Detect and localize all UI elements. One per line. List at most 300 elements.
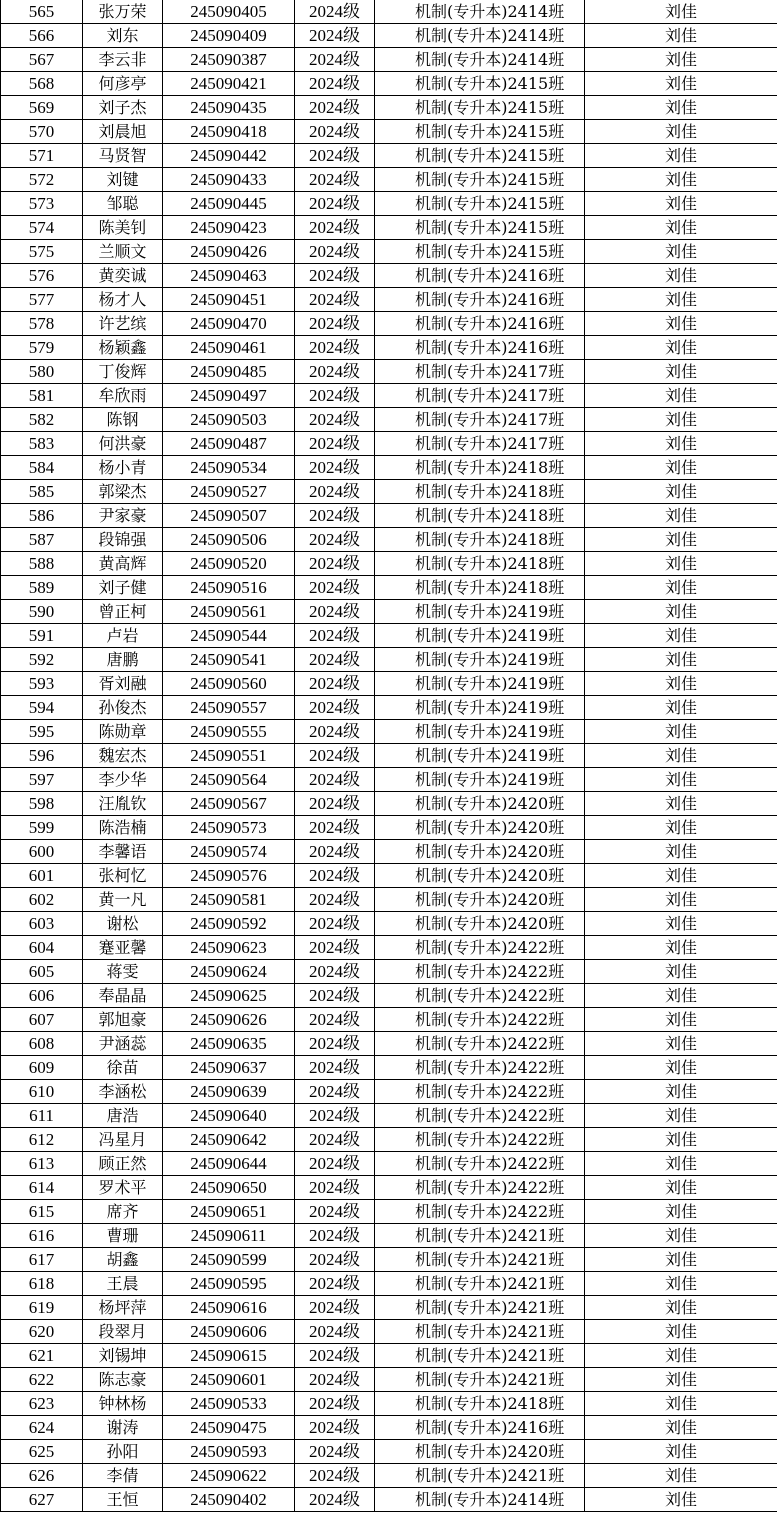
- table-row: [1, 312, 777, 336]
- table-row: [1, 600, 777, 624]
- teacher-name-cell: 刘佳: [585, 624, 777, 648]
- row-number-cell: 606: [1, 984, 83, 1008]
- teacher-name-cell: 刘佳: [585, 168, 777, 192]
- student-id-cell: 245090507: [163, 504, 295, 528]
- teacher-name-cell: 刘佳: [585, 816, 777, 840]
- teacher-name-cell: 刘佳: [585, 840, 777, 864]
- row-number-cell: 568: [1, 72, 83, 96]
- table-row: [1, 816, 777, 840]
- grade-cell: 2024级: [295, 600, 375, 624]
- grade-cell: 2024级: [295, 1128, 375, 1152]
- student-name-cell: 杨才人: [83, 288, 163, 312]
- student-name-cell: 尹涵蕊: [83, 1032, 163, 1056]
- student-id-cell: 245090387: [163, 48, 295, 72]
- student-name-cell: 胥刘融: [83, 672, 163, 696]
- student-id-cell: 245090520: [163, 552, 295, 576]
- teacher-name-cell: 刘佳: [585, 264, 777, 288]
- teacher-name-cell: 刘佳: [585, 288, 777, 312]
- grade-cell: 2024级: [295, 1224, 375, 1248]
- table-row: [1, 864, 777, 888]
- student-id-cell: 245090506: [163, 528, 295, 552]
- student-id-cell: 245090644: [163, 1152, 295, 1176]
- teacher-name-cell: 刘佳: [585, 1080, 777, 1104]
- grade-cell: 2024级: [295, 1008, 375, 1032]
- row-number-cell: 589: [1, 576, 83, 600]
- teacher-name-cell: 刘佳: [585, 336, 777, 360]
- student-name-cell: 席齐: [83, 1200, 163, 1224]
- row-number-cell: 614: [1, 1176, 83, 1200]
- student-name-cell: 陈志豪: [83, 1368, 163, 1392]
- teacher-name-cell: 刘佳: [585, 552, 777, 576]
- table-row: [1, 480, 777, 504]
- teacher-name-cell: 刘佳: [585, 912, 777, 936]
- row-number-cell: 598: [1, 792, 83, 816]
- grade-cell: 2024级: [295, 360, 375, 384]
- teacher-name-cell: 刘佳: [585, 456, 777, 480]
- grade-cell: 2024级: [295, 792, 375, 816]
- class-name-cell: 机制(专升本)2418班: [375, 456, 585, 480]
- row-number-cell: 615: [1, 1200, 83, 1224]
- table-row: [1, 384, 777, 408]
- student-name-cell: 卢岩: [83, 624, 163, 648]
- student-id-cell: 245090534: [163, 456, 295, 480]
- student-name-cell: 段锦强: [83, 528, 163, 552]
- teacher-name-cell: 刘佳: [585, 672, 777, 696]
- table-row: [1, 576, 777, 600]
- row-number-cell: 616: [1, 1224, 83, 1248]
- grade-cell: 2024级: [295, 648, 375, 672]
- table-row: [1, 1440, 777, 1464]
- row-number-cell: 593: [1, 672, 83, 696]
- student-id-cell: 245090555: [163, 720, 295, 744]
- row-number-cell: 573: [1, 192, 83, 216]
- row-number-cell: 592: [1, 648, 83, 672]
- grade-cell: 2024级: [295, 96, 375, 120]
- table-row: [1, 408, 777, 432]
- student-id-cell: 245090611: [163, 1224, 295, 1248]
- row-number-cell: 611: [1, 1104, 83, 1128]
- student-name-cell: 杨小青: [83, 456, 163, 480]
- grade-cell: 2024级: [295, 768, 375, 792]
- teacher-name-cell: 刘佳: [585, 48, 777, 72]
- row-number-cell: 618: [1, 1272, 83, 1296]
- teacher-name-cell: 刘佳: [585, 744, 777, 768]
- student-id-cell: 245090418: [163, 120, 295, 144]
- row-number-cell: 612: [1, 1128, 83, 1152]
- table-row: [1, 912, 777, 936]
- grade-cell: 2024级: [295, 624, 375, 648]
- class-name-cell: 机制(专升本)2419班: [375, 768, 585, 792]
- student-id-cell: 245090485: [163, 360, 295, 384]
- student-name-cell: 冯星月: [83, 1128, 163, 1152]
- student-id-cell: 245090593: [163, 1440, 295, 1464]
- student-id-cell: 245090635: [163, 1032, 295, 1056]
- teacher-name-cell: 刘佳: [585, 1320, 777, 1344]
- teacher-name-cell: 刘佳: [585, 1200, 777, 1224]
- student-name-cell: 李少华: [83, 768, 163, 792]
- class-name-cell: 机制(专升本)2421班: [375, 1248, 585, 1272]
- class-name-cell: 机制(专升本)2415班: [375, 192, 585, 216]
- row-number-cell: 623: [1, 1392, 83, 1416]
- class-name-cell: 机制(专升本)2420班: [375, 888, 585, 912]
- teacher-name-cell: 刘佳: [585, 936, 777, 960]
- student-name-cell: 汪胤钦: [83, 792, 163, 816]
- student-id-cell: 245090595: [163, 1272, 295, 1296]
- grade-cell: 2024级: [295, 72, 375, 96]
- class-name-cell: 机制(专升本)2418班: [375, 552, 585, 576]
- row-number-cell: 578: [1, 312, 83, 336]
- student-name-cell: 丁俊辉: [83, 360, 163, 384]
- row-number-cell: 584: [1, 456, 83, 480]
- grade-cell: 2024级: [295, 1344, 375, 1368]
- row-number-cell: 576: [1, 264, 83, 288]
- class-name-cell: 机制(专升本)2422班: [375, 1056, 585, 1080]
- student-name-cell: 杨颖鑫: [83, 336, 163, 360]
- class-name-cell: 机制(专升本)2414班: [375, 1488, 585, 1512]
- student-id-cell: 245090544: [163, 624, 295, 648]
- row-number-cell: 590: [1, 600, 83, 624]
- student-id-cell: 245090650: [163, 1176, 295, 1200]
- student-name-cell: 王恒: [83, 1488, 163, 1512]
- row-number-cell: 625: [1, 1440, 83, 1464]
- student-name-cell: 李倩: [83, 1464, 163, 1488]
- class-name-cell: 机制(专升本)2415班: [375, 240, 585, 264]
- grade-cell: 2024级: [295, 576, 375, 600]
- grade-cell: 2024级: [295, 24, 375, 48]
- student-name-cell: 魏宏杰: [83, 744, 163, 768]
- student-id-cell: 245090470: [163, 312, 295, 336]
- grade-cell: 2024级: [295, 1464, 375, 1488]
- row-number-cell: 588: [1, 552, 83, 576]
- table-row: [1, 768, 777, 792]
- teacher-name-cell: 刘佳: [585, 720, 777, 744]
- row-number-cell: 567: [1, 48, 83, 72]
- table-row: [1, 432, 777, 456]
- row-number-cell: 607: [1, 1008, 83, 1032]
- student-name-cell: 唐鹏: [83, 648, 163, 672]
- grade-cell: 2024级: [295, 312, 375, 336]
- grade-cell: 2024级: [295, 960, 375, 984]
- student-id-cell: 245090445: [163, 192, 295, 216]
- class-name-cell: 机制(专升本)2422班: [375, 1152, 585, 1176]
- teacher-name-cell: 刘佳: [585, 1392, 777, 1416]
- grade-cell: 2024级: [295, 1440, 375, 1464]
- student-name-cell: 李馨语: [83, 840, 163, 864]
- row-number-cell: 599: [1, 816, 83, 840]
- table-row: [1, 1344, 777, 1368]
- table-row: [1, 120, 777, 144]
- student-name-cell: 刘键: [83, 168, 163, 192]
- teacher-name-cell: 刘佳: [585, 360, 777, 384]
- class-name-cell: 机制(专升本)2416班: [375, 264, 585, 288]
- teacher-name-cell: 刘佳: [585, 648, 777, 672]
- student-name-cell: 陈勋章: [83, 720, 163, 744]
- class-name-cell: 机制(专升本)2417班: [375, 432, 585, 456]
- student-name-cell: 谢涛: [83, 1416, 163, 1440]
- student-id-cell: 245090533: [163, 1392, 295, 1416]
- grade-cell: 2024级: [295, 240, 375, 264]
- student-id-cell: 245090651: [163, 1200, 295, 1224]
- student-name-cell: 马贤智: [83, 144, 163, 168]
- row-number-cell: 610: [1, 1080, 83, 1104]
- grade-cell: 2024级: [295, 1248, 375, 1272]
- grade-cell: 2024级: [295, 528, 375, 552]
- grade-cell: 2024级: [295, 1320, 375, 1344]
- table-row: [1, 792, 777, 816]
- roster-body: [1, 0, 777, 1512]
- grade-cell: 2024级: [295, 744, 375, 768]
- grade-cell: 2024级: [295, 912, 375, 936]
- student-id-cell: 245090615: [163, 1344, 295, 1368]
- teacher-name-cell: 刘佳: [585, 1344, 777, 1368]
- class-name-cell: 机制(专升本)2415班: [375, 216, 585, 240]
- table-row: [1, 648, 777, 672]
- student-name-cell: 何彦亭: [83, 72, 163, 96]
- student-id-cell: 245090551: [163, 744, 295, 768]
- row-number-cell: 569: [1, 96, 83, 120]
- grade-cell: 2024级: [295, 720, 375, 744]
- row-number-cell: 585: [1, 480, 83, 504]
- grade-cell: 2024级: [295, 1176, 375, 1200]
- student-id-cell: 245090561: [163, 600, 295, 624]
- class-name-cell: 机制(专升本)2417班: [375, 360, 585, 384]
- grade-cell: 2024级: [295, 840, 375, 864]
- student-name-cell: 郭梁杰: [83, 480, 163, 504]
- class-name-cell: 机制(专升本)2422班: [375, 1032, 585, 1056]
- teacher-name-cell: 刘佳: [585, 1032, 777, 1056]
- teacher-name-cell: 刘佳: [585, 792, 777, 816]
- row-number-cell: 619: [1, 1296, 83, 1320]
- student-id-cell: 245090573: [163, 816, 295, 840]
- student-name-cell: 何洪豪: [83, 432, 163, 456]
- student-id-cell: 245090487: [163, 432, 295, 456]
- student-name-cell: 尹家豪: [83, 504, 163, 528]
- student-id-cell: 245090639: [163, 1080, 295, 1104]
- grade-cell: 2024级: [295, 888, 375, 912]
- class-name-cell: 机制(专升本)2420班: [375, 840, 585, 864]
- table-row: [1, 0, 777, 24]
- teacher-name-cell: 刘佳: [585, 1368, 777, 1392]
- student-name-cell: 郭旭豪: [83, 1008, 163, 1032]
- student-name-cell: 唐浩: [83, 1104, 163, 1128]
- table-row: [1, 1200, 777, 1224]
- teacher-name-cell: 刘佳: [585, 120, 777, 144]
- table-row: [1, 744, 777, 768]
- teacher-name-cell: 刘佳: [585, 1008, 777, 1032]
- student-name-cell: 顾正然: [83, 1152, 163, 1176]
- student-name-cell: 胡鑫: [83, 1248, 163, 1272]
- teacher-name-cell: 刘佳: [585, 384, 777, 408]
- student-name-cell: 刘晨旭: [83, 120, 163, 144]
- teacher-name-cell: 刘佳: [585, 1464, 777, 1488]
- teacher-name-cell: 刘佳: [585, 600, 777, 624]
- student-name-cell: 孙俊杰: [83, 696, 163, 720]
- table-row: [1, 1056, 777, 1080]
- table-row: [1, 1152, 777, 1176]
- teacher-name-cell: 刘佳: [585, 528, 777, 552]
- grade-cell: 2024级: [295, 480, 375, 504]
- grade-cell: 2024级: [295, 1296, 375, 1320]
- class-name-cell: 机制(专升本)2422班: [375, 936, 585, 960]
- grade-cell: 2024级: [295, 696, 375, 720]
- student-name-cell: 罗术平: [83, 1176, 163, 1200]
- student-name-cell: 李涵松: [83, 1080, 163, 1104]
- table-row: [1, 24, 777, 48]
- teacher-name-cell: 刘佳: [585, 1152, 777, 1176]
- class-name-cell: 机制(专升本)2419班: [375, 744, 585, 768]
- table-row: [1, 72, 777, 96]
- table-row: [1, 624, 777, 648]
- class-name-cell: 机制(专升本)2419班: [375, 600, 585, 624]
- student-id-cell: 245090461: [163, 336, 295, 360]
- class-name-cell: 机制(专升本)2418班: [375, 528, 585, 552]
- student-name-cell: 陈钢: [83, 408, 163, 432]
- table-row: [1, 96, 777, 120]
- class-name-cell: 机制(专升本)2416班: [375, 288, 585, 312]
- grade-cell: 2024级: [295, 1080, 375, 1104]
- row-number-cell: 617: [1, 1248, 83, 1272]
- class-name-cell: 机制(专升本)2419班: [375, 672, 585, 696]
- class-name-cell: 机制(专升本)2414班: [375, 48, 585, 72]
- grade-cell: 2024级: [295, 120, 375, 144]
- table-row: [1, 888, 777, 912]
- grade-cell: 2024级: [295, 408, 375, 432]
- student-id-cell: 245090435: [163, 96, 295, 120]
- table-row: [1, 1320, 777, 1344]
- grade-cell: 2024级: [295, 552, 375, 576]
- student-id-cell: 245090623: [163, 936, 295, 960]
- teacher-name-cell: 刘佳: [585, 432, 777, 456]
- grade-cell: 2024级: [295, 216, 375, 240]
- row-number-cell: 579: [1, 336, 83, 360]
- class-name-cell: 机制(专升本)2421班: [375, 1368, 585, 1392]
- teacher-name-cell: 刘佳: [585, 408, 777, 432]
- student-id-cell: 245090574: [163, 840, 295, 864]
- class-name-cell: 机制(专升本)2419班: [375, 696, 585, 720]
- table-row: [1, 1488, 777, 1512]
- row-number-cell: 574: [1, 216, 83, 240]
- row-number-cell: 566: [1, 24, 83, 48]
- class-name-cell: 机制(专升本)2421班: [375, 1320, 585, 1344]
- row-number-cell: 571: [1, 144, 83, 168]
- row-number-cell: 603: [1, 912, 83, 936]
- row-number-cell: 581: [1, 384, 83, 408]
- table-row: [1, 168, 777, 192]
- teacher-name-cell: 刘佳: [585, 1128, 777, 1152]
- table-row: [1, 48, 777, 72]
- row-number-cell: 591: [1, 624, 83, 648]
- student-id-cell: 245090616: [163, 1296, 295, 1320]
- student-name-cell: 张柯忆: [83, 864, 163, 888]
- teacher-name-cell: 刘佳: [585, 1440, 777, 1464]
- student-id-cell: 245090624: [163, 960, 295, 984]
- grade-cell: 2024级: [295, 168, 375, 192]
- student-name-cell: 牟欣雨: [83, 384, 163, 408]
- teacher-name-cell: 刘佳: [585, 1224, 777, 1248]
- table-row: [1, 360, 777, 384]
- grade-cell: 2024级: [295, 288, 375, 312]
- student-id-cell: 245090463: [163, 264, 295, 288]
- table-row: [1, 288, 777, 312]
- student-id-cell: 245090557: [163, 696, 295, 720]
- grade-cell: 2024级: [295, 144, 375, 168]
- teacher-name-cell: 刘佳: [585, 240, 777, 264]
- student-name-cell: 徐苗: [83, 1056, 163, 1080]
- class-name-cell: 机制(专升本)2421班: [375, 1224, 585, 1248]
- table-row: [1, 264, 777, 288]
- table-row: [1, 1224, 777, 1248]
- table-row: [1, 672, 777, 696]
- table-row: [1, 1176, 777, 1200]
- student-name-cell: 刘锡坤: [83, 1344, 163, 1368]
- table-row: [1, 936, 777, 960]
- student-name-cell: 刘东: [83, 24, 163, 48]
- grade-cell: 2024级: [295, 456, 375, 480]
- student-id-cell: 245090576: [163, 864, 295, 888]
- teacher-name-cell: 刘佳: [585, 72, 777, 96]
- student-name-cell: 黄一凡: [83, 888, 163, 912]
- student-id-cell: 245090426: [163, 240, 295, 264]
- student-id-cell: 245090442: [163, 144, 295, 168]
- student-name-cell: 曹珊: [83, 1224, 163, 1248]
- class-name-cell: 机制(专升本)2415班: [375, 120, 585, 144]
- student-id-cell: 245090497: [163, 384, 295, 408]
- grade-cell: 2024级: [295, 672, 375, 696]
- row-number-cell: 580: [1, 360, 83, 384]
- class-name-cell: 机制(专升本)2417班: [375, 384, 585, 408]
- table-row: [1, 1128, 777, 1152]
- student-name-cell: 谢松: [83, 912, 163, 936]
- table-row: [1, 1080, 777, 1104]
- student-id-cell: 245090606: [163, 1320, 295, 1344]
- grade-cell: 2024级: [295, 1056, 375, 1080]
- grade-cell: 2024级: [295, 1392, 375, 1416]
- class-name-cell: 机制(专升本)2420班: [375, 912, 585, 936]
- class-name-cell: 机制(专升本)2415班: [375, 168, 585, 192]
- teacher-name-cell: 刘佳: [585, 1176, 777, 1200]
- student-name-cell: 黄奕诚: [83, 264, 163, 288]
- table-row: [1, 216, 777, 240]
- grade-cell: 2024级: [295, 1368, 375, 1392]
- class-name-cell: 机制(专升本)2420班: [375, 816, 585, 840]
- teacher-name-cell: 刘佳: [585, 480, 777, 504]
- row-number-cell: 627: [1, 1488, 83, 1512]
- table-row: [1, 1032, 777, 1056]
- student-name-cell: 孙阳: [83, 1440, 163, 1464]
- teacher-name-cell: 刘佳: [585, 1056, 777, 1080]
- class-name-cell: 机制(专升本)2416班: [375, 312, 585, 336]
- table-row: [1, 1416, 777, 1440]
- student-name-cell: 李云非: [83, 48, 163, 72]
- class-name-cell: 机制(专升本)2421班: [375, 1464, 585, 1488]
- class-name-cell: 机制(专升本)2422班: [375, 960, 585, 984]
- class-name-cell: 机制(专升本)2419班: [375, 720, 585, 744]
- row-number-cell: 613: [1, 1152, 83, 1176]
- student-name-cell: 陈浩楠: [83, 816, 163, 840]
- teacher-name-cell: 刘佳: [585, 216, 777, 240]
- class-name-cell: 机制(专升本)2418班: [375, 1392, 585, 1416]
- teacher-name-cell: 刘佳: [585, 768, 777, 792]
- grade-cell: 2024级: [295, 816, 375, 840]
- grade-cell: 2024级: [295, 1416, 375, 1440]
- teacher-name-cell: 刘佳: [585, 1248, 777, 1272]
- student-id-cell: 245090564: [163, 768, 295, 792]
- class-name-cell: 机制(专升本)2422班: [375, 1104, 585, 1128]
- class-name-cell: 机制(专升本)2416班: [375, 1416, 585, 1440]
- student-name-cell: 杨坪萍: [83, 1296, 163, 1320]
- table-row: [1, 240, 777, 264]
- teacher-name-cell: 刘佳: [585, 984, 777, 1008]
